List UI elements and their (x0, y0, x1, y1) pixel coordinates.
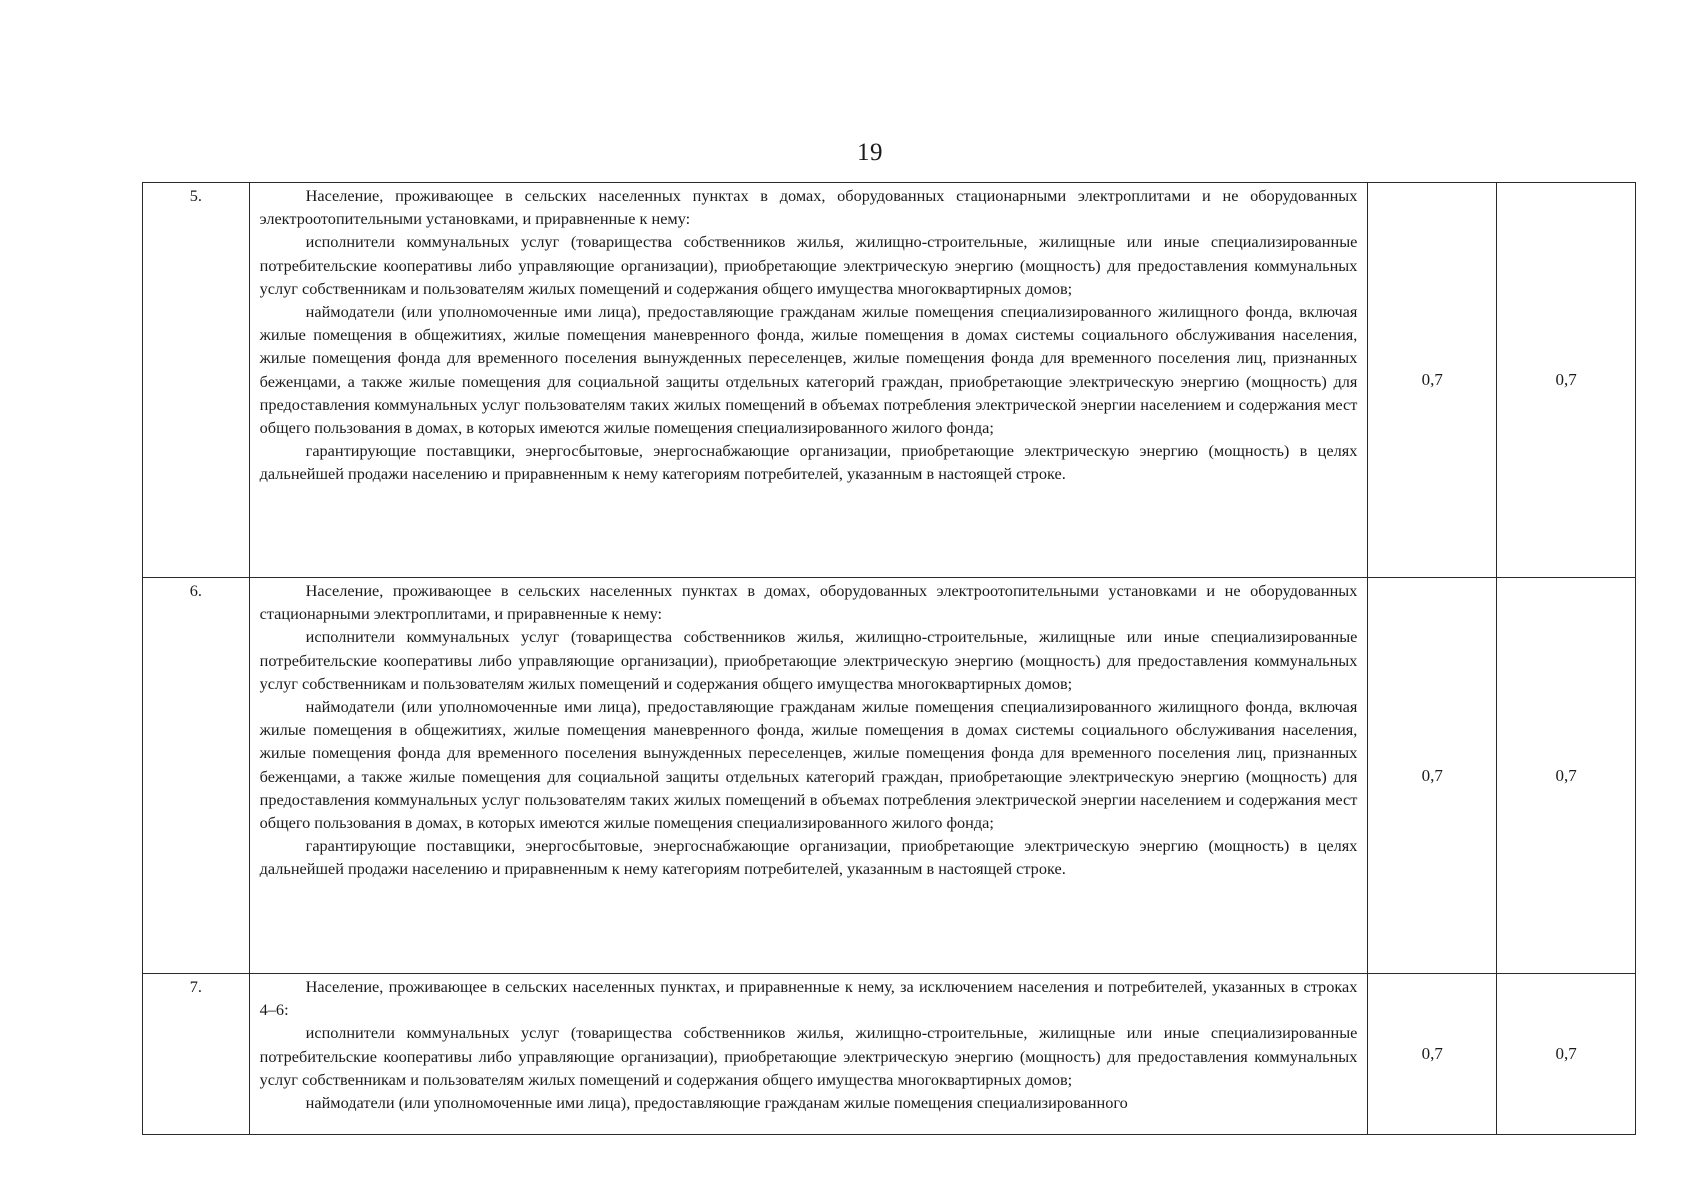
description-paragraph: исполнители коммунальных услуг (товарищества собственников жилья, жилищно-строительные, жилищные или иные специализированные потребительские кооперативы либо управляющие организации), приобретающие электрическую энергию (мощность) для предоставления коммунальных услуг собственникам и пользователям жилых помещений и содержания общего имущества многоквартирных домов; (259, 627, 1358, 693)
page-number: 19 (857, 139, 883, 166)
row-description (249, 578, 1368, 974)
value-column-2: 0,7 (1497, 183, 1636, 578)
row-number: 6. (143, 578, 250, 974)
value-column-1: 0,7 (1368, 183, 1497, 578)
table-row-6 (143, 578, 1636, 974)
value-column-2: 0,7 (1497, 578, 1636, 974)
description-paragraph: гарантирующие поставщики, энергосбытовые, энергоснабжающие организации, приобретающие электрическую энергию (мощность) в целях дальнейшей продажи населению и приравненным к нему категориям потребителей, указанным в настоящей строке. (259, 441, 1358, 484)
description-paragraph: Население, проживающее в сельских населенных пунктах, и приравненные к нему, за исключением населения и потребителей, указанных в строках 4–6: (259, 977, 1358, 1020)
value-column-1: 0,7 (1368, 974, 1497, 1135)
description-paragraph: гарантирующие поставщики, энергосбытовые, энергоснабжающие организации, приобретающие электрическую энергию (мощность) в целях дальнейшей продажи населению и приравненным к нему категориям потребителей, указанным в настоящей строке. (259, 836, 1358, 879)
row-number: 5. (143, 183, 250, 578)
description-paragraph: Население, проживающее в сельских населенных пунктах в домах, оборудованных стационарными электроплитами и не оборудованных электроотопительными установками, и приравненные к нему: (259, 186, 1358, 229)
table-row-7 (143, 974, 1636, 1135)
description-paragraph: наймодатели (или уполномоченные ими лица), предоставляющие гражданам жилые помещения специализированного жилищного фонда, включая жилые помещения в общежитиях, жилые помещения маневренного фонда, жилые помещения в домах системы социального обслуживания населения, жилые помещения фонда для временного поселения вынужденных переселенцев, жилые помещения фонда для временного поселения лиц, признанных беженцами, а также жилые помещения для социальной защиты отдельных категорий граждан, приобретающие электрическую энергию (мощность) для предоставления коммунальных услуг пользователям таких жилых помещений в объемах потребления электрической энергии населением и содержания мест общего пользования в домах, в которых имеются жилые помещения специализированного жилого фонда; (259, 697, 1358, 833)
row-description (249, 974, 1368, 1135)
description-paragraph: Население, проживающее в сельских населенных пунктах в домах, оборудованных электроотопительными установками и не оборудованных стационарными электроплитами, и приравненные к нему: (259, 581, 1358, 624)
value-column-1: 0,7 (1368, 578, 1497, 974)
table-row-5 (143, 183, 1636, 578)
tariff-table (142, 182, 1636, 1135)
row-number: 7. (143, 974, 250, 1135)
description-paragraph: наймодатели (или уполномоченные ими лица), предоставляющие гражданам жилые помещения специализированного жилищного фонда, включая жилые помещения в общежитиях, жилые помещения маневренного фонда, жилые помещения в домах системы социального обслуживания населения, жилые помещения фонда для временного поселения вынужденных переселенцев, жилые помещения фонда для временного поселения лиц, признанных беженцами, а также жилые помещения для социальной защиты отдельных категорий граждан, приобретающие электрическую энергию (мощность) для предоставления коммунальных услуг пользователям таких жилых помещений в объемах потребления электрической энергии населением и содержания мест общего пользования в домах, в которых имеются жилые помещения специализированного жилого фонда; (259, 302, 1358, 438)
description-paragraph: исполнители коммунальных услуг (товарищества собственников жилья, жилищно-строительные, жилищные или иные специализированные потребительские кооперативы либо управляющие организации), приобретающие электрическую энергию (мощность) для предоставления коммунальных услуг собственникам и пользователям жилых помещений и содержания общего имущества многоквартирных домов; (259, 232, 1358, 298)
value-column-2: 0,7 (1497, 974, 1636, 1135)
row-description (249, 183, 1368, 578)
description-paragraph: наймодатели (или уполномоченные ими лица), предоставляющие гражданам жилые помещения специализированного (305, 1093, 1128, 1113)
description-paragraph: исполнители коммунальных услуг (товарищества собственников жилья, жилищно-строительные, жилищные или иные специализированные потребительские кооперативы либо управляющие организации), приобретающие электрическую энергию (мощность) для предоставления коммунальных услуг собственникам и пользователям жилых помещений и содержания общего имущества многоквартирных домов; (259, 1023, 1358, 1089)
